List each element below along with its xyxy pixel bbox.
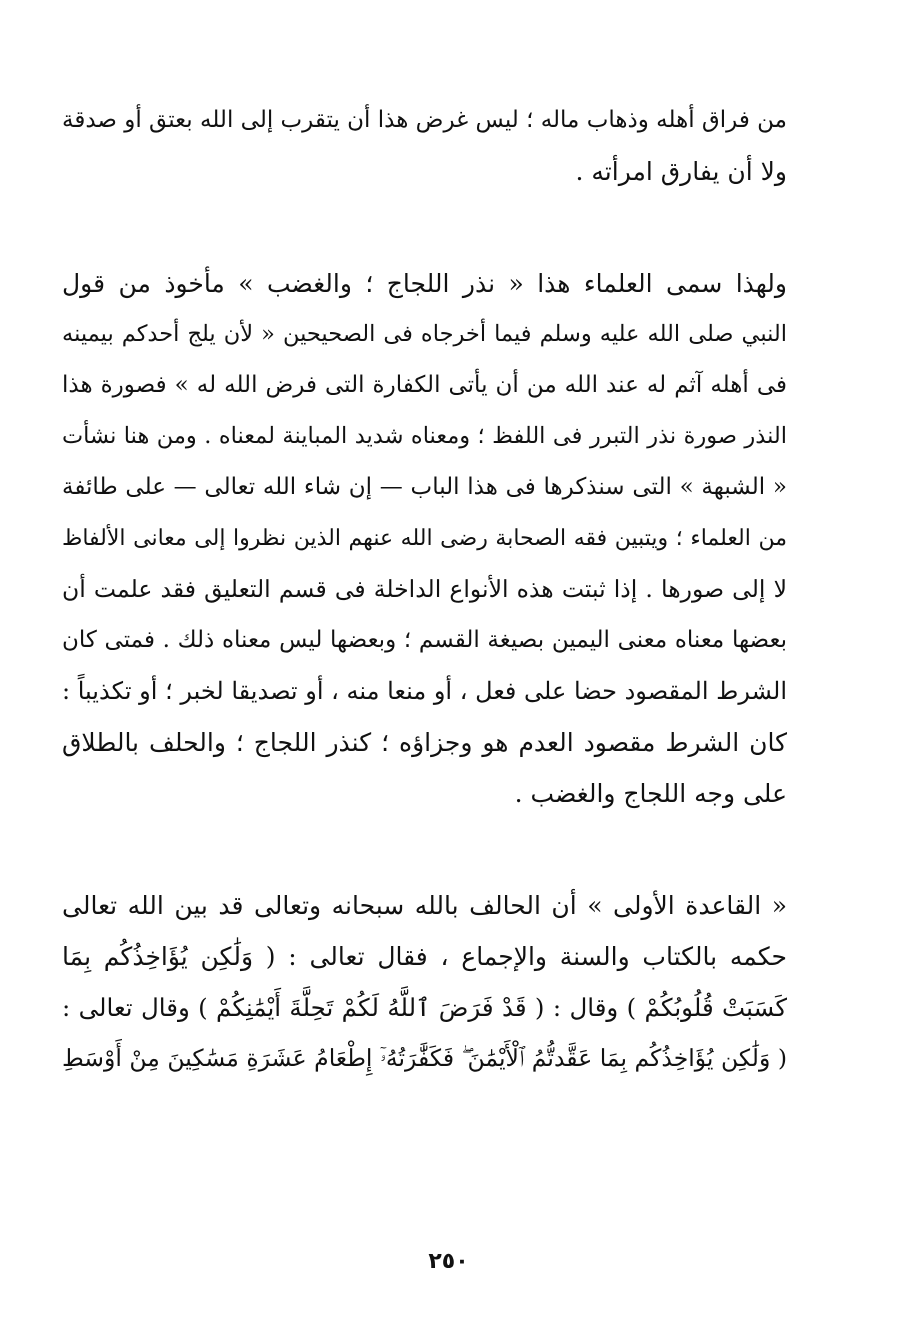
text-line: الشرط المقصود حضا على فعل ، أو منعا منه ، أو تصديقا لخبر ؛ أو تكذيباً : — [62, 677, 787, 705]
paragraph-spacer — [62, 819, 787, 880]
text-line: من فراق أهله وذهاب ماله ؛ ليس غرض هذا أن يتقرب إلى الله بعتق أو صدقة — [62, 107, 787, 133]
text-line: كان الشرط مقصود العدم هو وجزاؤه ؛ كنذر اللجاج ؛ والحلف بالطلاق — [62, 728, 787, 757]
text-line: ولا أن يفارق امرأته . — [575, 157, 787, 186]
text-line: بعضها معناه معنى اليمين بصيغة القسم ؛ وبعضها ليس معناه ذلك . فمتى كان — [62, 627, 787, 653]
paragraph-2 — [62, 258, 787, 819]
text-line: كَسَبَتْ قُلُوبُكُمْ ) وقال : ( قَدْ فَرَضَ ٱللَّهُ لَكُمْ تَحِلَّةَ أَيْمَٰنِكُمْ ) وقال تعالى : — [62, 993, 787, 1022]
page-body — [62, 95, 787, 1084]
paragraph-1 — [62, 95, 787, 197]
text-line: النبي صلى الله عليه وسلم فيما أخرجاه فى الصحيحين « لأن يلج أحدكم بيمينه — [62, 321, 787, 347]
quran-verse-line: ( وَلَٰكِن يُؤَاخِذُكُم بِمَا عَقَّدتُّمُ ٱلْأَيْمَٰنَ ۖ فَكَفَّٰرَتُهُۥٓ إِطْعَامُ عَشَرَةِ مَسَٰكِينَ مِنْ أَوْسَطِ — [62, 1044, 787, 1072]
page-number: ٢٥٠ — [428, 1249, 469, 1274]
text-line: حكمه بالكتاب والسنة والإجماع ، فقال تعالى : ( وَلَٰكِن يُؤَاخِذُكُم بِمَا — [62, 942, 787, 971]
paragraph-3 — [62, 880, 787, 1084]
text-line: فى أهله آثم له عند الله من أن يأتى الكفارة التى فرض الله له » فصورة هذا — [62, 372, 787, 398]
paragraph-spacer — [62, 197, 787, 258]
text-line: النذر صورة نذر التبرر فى اللفظ ؛ ومعناه شديد المباينة لمعناه . ومن هنا نشأت — [62, 423, 787, 449]
text-line: لا إلى صورها . إذا ثبتت هذه الأنواع الداخلة فى قسم التعليق فقد علمت أن — [62, 575, 787, 603]
text-line: « الشبهة » التى سنذكرها فى هذا الباب — إن شاء الله تعالى — على طائفة — [62, 474, 787, 500]
text-line: « القاعدة الأولى » أن الحالف بالله سبحانه وتعالى قد بين الله تعالى — [62, 891, 787, 920]
text-line: من العلماء ؛ ويتبين فقه الصحابة رضى الله عنهم الذين نظروا إلى معانى الألفاظ — [62, 526, 787, 551]
text-line: ولهذا سمى العلماء هذا « نذر اللجاج ؛ والغضب » مأخوذ من قول — [62, 269, 787, 298]
text-line: على وجه اللجاج والغضب . — [514, 779, 787, 808]
